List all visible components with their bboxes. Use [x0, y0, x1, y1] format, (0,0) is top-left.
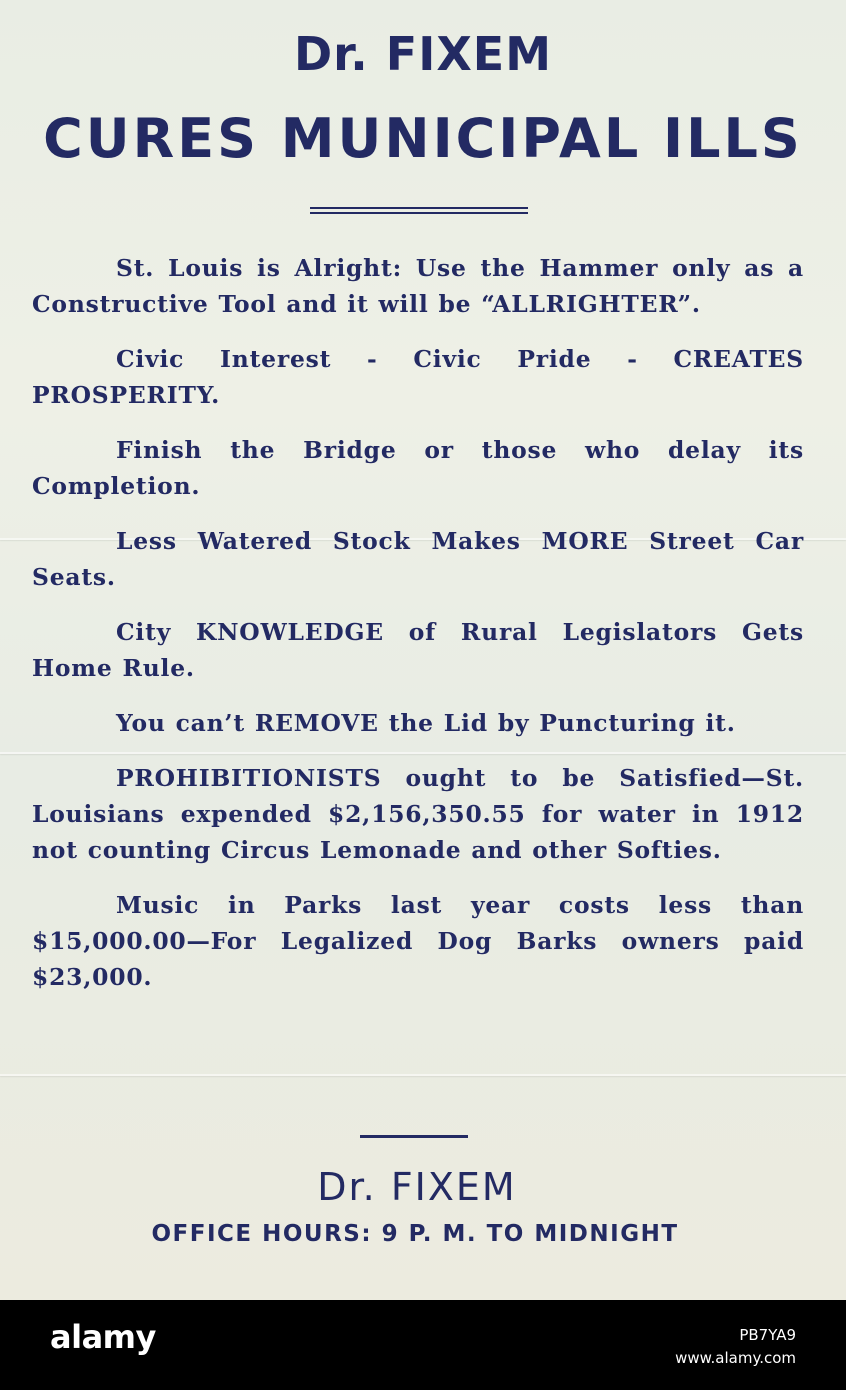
- alamy-logo: alamy: [50, 1318, 156, 1356]
- signature: Dr. FIXEM: [317, 1165, 517, 1209]
- flyer-title: Dr. FIXEM: [293, 27, 552, 81]
- paragraph-bridge: Finish the Bridge or those who delay its Completion.: [32, 436, 804, 500]
- flyer-body: [32, 250, 804, 1014]
- paragraph-lid: You can’t REMOVE the Lid by Puncturing it.: [116, 709, 736, 737]
- image-id-label: PB7YA9: [739, 1326, 796, 1344]
- flyer-subtitle: CURES MUNICIPAL ILLS: [43, 107, 803, 170]
- office-hours: OFFICE HOURS: 9 P. M. TO MIDNIGHT: [151, 1221, 679, 1247]
- single-rule-divider: [360, 1135, 468, 1138]
- paragraph-music-parks: Music in Parks last year costs less than $15,000.00—For Legalized Dog Barks owners paid $23,000.: [32, 891, 804, 991]
- paragraph-civic-pride: Civic Interest - Civic Pride - CREATES PROSPERITY.: [32, 345, 804, 409]
- paragraph-home-rule: City KNOWLEDGE of Rural Legislators Gets Home Rule.: [32, 618, 804, 682]
- paragraph-hammer: St. Louis is Alright: Use the Hammer only as a Constructive Tool and it will be “ALLRIGHTER”.: [32, 254, 804, 318]
- paper-fold-line: [0, 1074, 846, 1076]
- paragraph-prohibitionists: PROHIBITIONISTS ought to be Satisfied—St. Louisians expended $2,156,350.55 for water in 1912 not counting Circus Lemonade and other Softies.: [32, 764, 804, 864]
- site-url-label: www.alamy.com: [675, 1349, 796, 1367]
- double-rule-divider: [310, 207, 528, 214]
- paragraph-street-car: Less Watered Stock Makes MORE Street Car Seats.: [32, 527, 804, 591]
